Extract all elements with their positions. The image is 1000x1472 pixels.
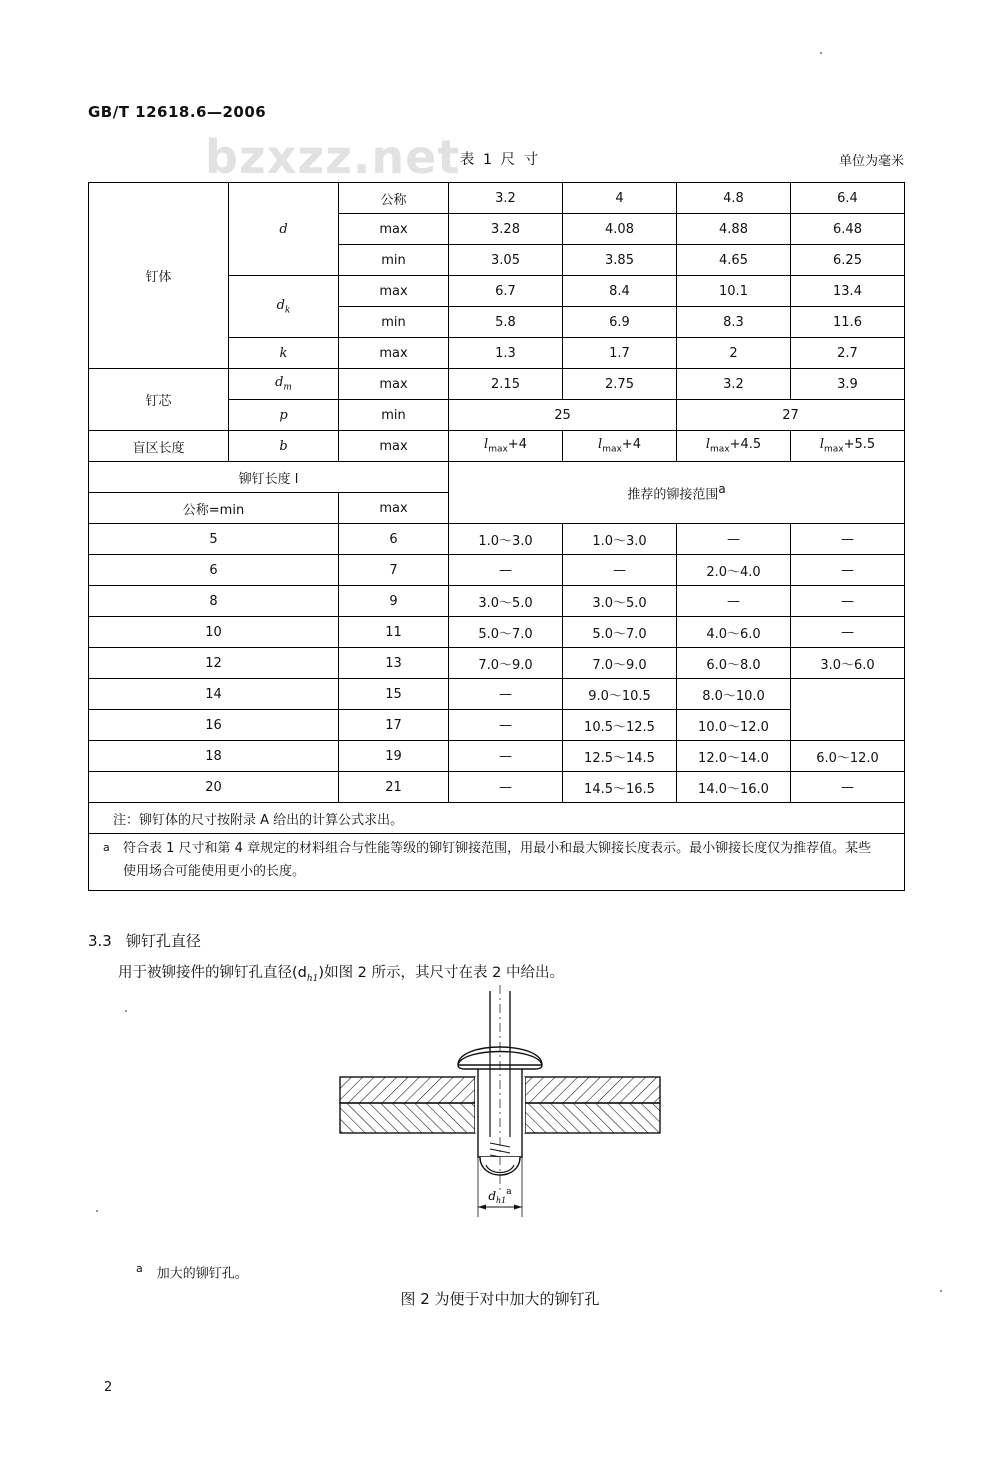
cell-range-3: — [791,772,905,803]
cell-len-max: 6 [339,524,449,555]
cell-qualifier-max: max [339,369,449,400]
table-row [89,679,905,710]
cell-dk-min-2: 8.3 [677,307,791,338]
cell-range-1: 7.0～9.0 [563,648,677,679]
section-heading [88,930,201,951]
cell-len-nominal: 20 [89,772,339,803]
cell-len-max: 15 [339,679,449,710]
cell-param-p: p [229,400,339,431]
cell-range-3: — [791,555,905,586]
section-number: 3.3 [88,932,112,950]
cell-d-nominal-1: 4 [563,183,677,214]
cell-dm-max-0: 2.15 [449,369,563,400]
table-row [89,741,905,772]
cell-k-max-0: 1.3 [449,338,563,369]
cell-qualifier-min: min [339,245,449,276]
cell-range-2: 8.0～10.0 [677,679,791,710]
table-row [89,834,905,891]
cell-dm-max-2: 3.2 [677,369,791,400]
figure-footnote-mark: a [136,1262,143,1275]
cell-k-max-1: 1.7 [563,338,677,369]
cell-range-0: 7.0～9.0 [449,648,563,679]
cell-range-2: 10.0～12.0 [677,710,791,741]
cell-len-nominal: 18 [89,741,339,772]
cell-range-0: — [449,555,563,586]
cell-dk-max-2: 10.1 [677,276,791,307]
cell-range-3: — [791,586,905,617]
cell-range-0: — [449,710,563,741]
cell-len-nominal: 16 [89,710,339,741]
cell-dk-max-0: 6.7 [449,276,563,307]
cell-len-nominal: 8 [89,586,339,617]
cell-range-0: — [449,679,563,710]
cell-range-3: — [791,524,905,555]
watermark: bzxzz.net [205,130,461,184]
cell-range-2: 12.0～14.0 [677,741,791,772]
cell-len-max: 11 [339,617,449,648]
cell-range-0: 3.0～5.0 [449,586,563,617]
cell-range-3: — [791,617,905,648]
cell-param-d: d [229,183,339,276]
scan-speckle [820,52,822,54]
table-row [89,183,905,214]
cell-qualifier-min: min [339,400,449,431]
table1-title: 表 1 尺 寸 [459,152,541,168]
footnote-text: 符合表 1 尺寸和第 4 章规定的材料组合与性能等级的铆钉铆接范围，用最小和最大铆接长度表示。最小铆接长度仅为推荐值。某些使用场合可能使用更小的长度。 [123,841,872,879]
cell-group-core: 钉芯 [89,369,229,431]
table-row [89,648,905,679]
cell-d-max-1: 4.08 [563,214,677,245]
cell-range-0: — [449,741,563,772]
cell-p-min-0: 25 [449,400,677,431]
cell-dk-max-3: 13.4 [791,276,905,307]
cell-b-max-2: $l_{max}+4.5$ [677,431,791,462]
table1-note: 注：铆钉体的尺寸按附录 A 给出的计算公式求出。 [89,803,905,834]
cell-range-2: 4.0～6.0 [677,617,791,648]
cell-range-2: 2.0～4.0 [677,555,791,586]
cell-length-max-header: max [339,493,449,524]
cell-len-nominal: 10 [89,617,339,648]
cell-len-nominal: 5 [89,524,339,555]
cell-range-0: 5.0～7.0 [449,617,563,648]
cell-len-nominal: 12 [89,648,339,679]
cell-range-2: — [677,586,791,617]
table-row [89,772,905,803]
cell-b-max-0: $l_{max}+4$ [449,431,563,462]
cell-d-nominal-3: 6.4 [791,183,905,214]
standard-number: GB/T 12618.6—2006 [88,103,267,121]
cell-range-3: 3.0～6.0 [791,648,905,679]
cell-len-max: 17 [339,710,449,741]
cell-dk-min-0: 5.8 [449,307,563,338]
cell-d-nominal-2: 4.8 [677,183,791,214]
cell-length-nominal-header: 公称=min [89,493,339,524]
cell-group-body: 钉体 [89,183,229,369]
figure-dim-label: $d_{h1}^a$ [488,1187,512,1205]
cell-d-min-1: 3.85 [563,245,677,276]
cell-qualifier-min: min [339,307,449,338]
cell-range-3: 6.0～12.0 [791,741,905,772]
cell-range-1: 3.0～5.0 [563,586,677,617]
table-row [89,710,905,741]
cell-d-max-0: 3.28 [449,214,563,245]
cell-group-blind-zone: 盲区长度 [89,431,229,462]
cell-param-dk: $d_k$ [229,276,339,338]
cell-range-header: 推荐的铆接范围$^a$ [449,462,905,524]
table-row [89,369,905,400]
table1-unit-note: 单位为毫米 [838,154,904,169]
page-number: 2 [104,1380,113,1395]
cell-param-dm: $d_m$ [229,369,339,400]
table-row [89,431,905,462]
cell-dm-max-3: 3.9 [791,369,905,400]
cell-range-0: — [449,772,563,803]
cell-d-max-2: 4.88 [677,214,791,245]
cell-range-0: 1.0～3.0 [449,524,563,555]
table-row [89,462,905,493]
cell-qualifier-nominal: 公称 [339,183,449,214]
cell-d-min-2: 4.65 [677,245,791,276]
cell-dm-max-1: 2.75 [563,369,677,400]
cell-range-2: 6.0～8.0 [677,648,791,679]
cell-qualifier-max: max [339,338,449,369]
cell-range-1: 10.5～12.5 [563,710,677,741]
cell-len-nominal: 14 [89,679,339,710]
cell-range-1: 5.0～7.0 [563,617,677,648]
cell-param-k: k [229,338,339,369]
cell-len-max: 13 [339,648,449,679]
figure-2 [330,985,670,1255]
cell-len-max: 19 [339,741,449,772]
cell-param-b: b [229,431,339,462]
table-row [89,524,905,555]
cell-k-max-3: 2.7 [791,338,905,369]
cell-b-max-3: $l_{max}+5.5$ [791,431,905,462]
cell-range-1: 1.0～3.0 [563,524,677,555]
cell-range-1: 14.5～16.5 [563,772,677,803]
cell-len-max: 21 [339,772,449,803]
cell-len-nominal: 6 [89,555,339,586]
cell-range-2: 14.0～16.0 [677,772,791,803]
table-row [89,586,905,617]
cell-range-1: 12.5～14.5 [563,741,677,772]
cell-len-max: 9 [339,586,449,617]
table-row [89,617,905,648]
cell-length-group-header: 铆钉长度 l [89,462,449,493]
cell-d-max-3: 6.48 [791,214,905,245]
cell-qualifier-max: max [339,431,449,462]
figure-footnote [136,1262,248,1281]
table1-footnote [89,834,905,891]
cell-range-1: 9.0～10.5 [563,679,677,710]
cell-range-1: — [563,555,677,586]
cell-qualifier-max: max [339,214,449,245]
cell-k-max-2: 2 [677,338,791,369]
figure-footnote-text: 加大的铆钉孔。 [156,1266,248,1282]
cell-len-max: 7 [339,555,449,586]
scan-speckle [96,1210,98,1212]
scan-speckle [125,1010,127,1012]
cell-dk-min-3: 11.6 [791,307,905,338]
cell-b-max-1: $l_{max}+4$ [563,431,677,462]
cell-d-min-3: 6.25 [791,245,905,276]
cell-range-3-merged [791,679,905,741]
table-row [89,555,905,586]
section-title: 铆钉孔直径 [125,932,201,950]
cell-dk-max-1: 8.4 [563,276,677,307]
table-row [89,803,905,834]
figure-2-drawing [330,985,670,1255]
cell-p-min-1: 27 [677,400,905,431]
figure-caption: 图 2 为便于对中加大的铆钉孔 [400,1290,600,1308]
cell-d-nominal-0: 3.2 [449,183,563,214]
section-paragraph: 用于被铆接件的铆钉孔直径$(d_{h1})$如图 2 所示，其尺寸在表 2 中给出。 [118,965,564,984]
table1 [88,182,905,891]
cell-qualifier-max: max [339,276,449,307]
footnote-mark: a [103,841,110,854]
cell-dk-min-1: 6.9 [563,307,677,338]
cell-d-min-0: 3.05 [449,245,563,276]
cell-range-2: — [677,524,791,555]
